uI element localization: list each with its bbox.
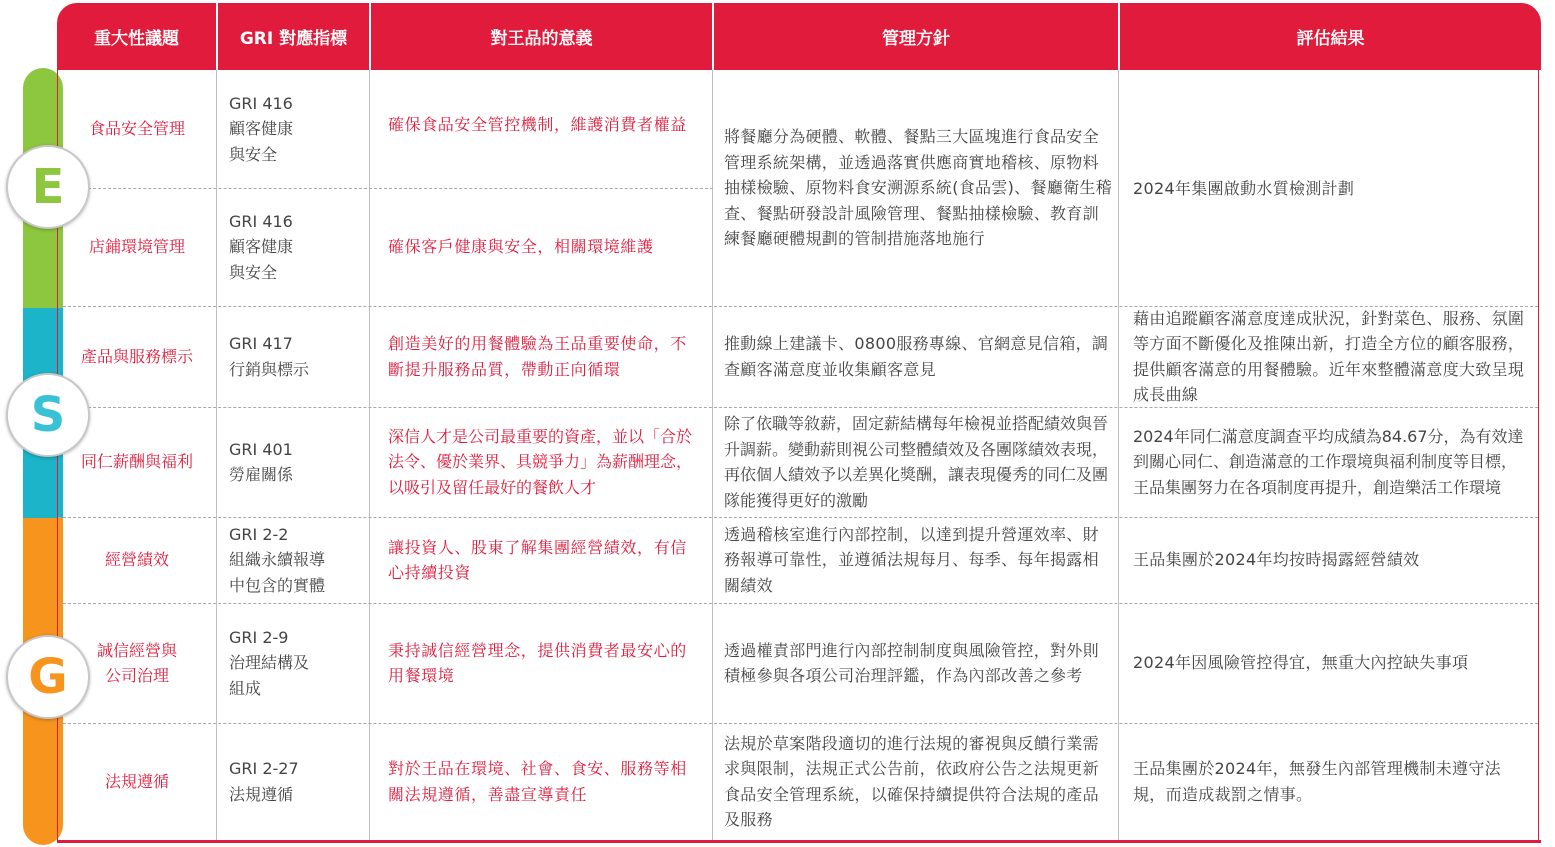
row-result: 2024年因風險管控得宜，無重大內控缺失事項 — [1133, 653, 1469, 673]
header-topic: 重大性議題 — [94, 29, 179, 49]
row-topic: 經營績效 — [104, 550, 169, 570]
row-policy: 透過權責部門進行內部控制制度與風險管控，對外則積極參與各項公司治理評鑑，作為內部改善之參考 — [724, 640, 1099, 685]
row-gri: GRI 2-9 治理結構及 組成 — [229, 627, 310, 698]
row-topic: 同仁薪酬與福利 — [80, 452, 193, 472]
row-policy: 推動線上建議卡、0800服務專線、官網意見信箱，調查顧客滿意度並收集顧客意見 — [724, 334, 1109, 379]
row-gri: GRI 2-27 法規遵循 — [229, 759, 299, 804]
row-meaning: 確保客戶健康與安全，相關環境維護 — [388, 237, 654, 257]
row-topic: 食品安全管理 — [88, 119, 185, 139]
row-policy: 透過稽核室進行內部控制，以達到提升營運效率、財務報導可靠性，並遵循法規每月、每季、每年揭露相關績效 — [724, 524, 1099, 595]
row-topic: 法規遵循 — [104, 771, 169, 791]
row-gri: GRI 417 行銷與標示 — [229, 334, 310, 379]
row-meaning: 秉持誠信經營理念，提供消費者最安心的用餐環境 — [388, 640, 687, 685]
row-result: 藉由追蹤顧客滿意度達成狀況，針對菜色、服務、氛圍等方面不斷優化及推陳出新，打造全方位的顧客服務，提供顧客滿意的用餐體驗。近年來整體滿意度大致呈現成長曲線 — [1133, 308, 1525, 404]
row-gri: GRI 2-2 組織永續報導 中包含的實體 — [229, 524, 326, 595]
row-meaning: 確保食品安全管控機制，維護消費者權益 — [388, 115, 687, 135]
table-bottom-border — [57, 840, 1541, 843]
header-policy: 管理方針 — [882, 29, 950, 49]
row-meaning: 創造美好的用餐體驗為王品重要使命，不斷提升服務品質，帶動正向循環 — [388, 334, 687, 379]
row-gri: GRI 416 顧客健康 與安全 — [229, 93, 294, 164]
row-topic: 誠信經營與 公司治理 — [96, 640, 177, 685]
column-divider — [712, 70, 713, 840]
row-gri: GRI 416 顧客健康 與安全 — [229, 211, 294, 282]
column-divider — [216, 70, 217, 840]
row-meaning: 對於王品在環境、社會、食安、服務等相關法規遵循，善盡宣導責任 — [388, 759, 687, 804]
row-topic: 店鋪環境管理 — [88, 237, 185, 257]
column-divider — [1118, 70, 1119, 840]
header-result: 評估結果 — [1296, 29, 1365, 49]
row-result: 2024年同仁滿意度調查平均成績為84.67分，為有效達到關心同仁、創造滿意的工作環境與福利制度等目標，王品集團努力在各項制度再提升，創造樂活工作環境 — [1133, 426, 1524, 497]
letter-s-icon: S — [30, 387, 66, 443]
row-meaning: 讓投資人、股東了解集團經營績效，有信心持續投資 — [388, 537, 687, 582]
row-gri: GRI 401 勞雇關係 — [229, 439, 294, 484]
merged-policy: 將餐廳分為硬體、軟體、餐點三大區塊進行食品安全管理系統架構，並透過落實供應商實地稽核、原物料抽樣檢驗、原物料食安溯源系統(食品雲)、餐廳衛生稽查、餐點研發設計風險管理、餐點抽樣檢驗、教育訓練餐廳硬體規劃的管制措施落地施行 — [724, 127, 1112, 249]
row-result: 王品集團於2024年均按時揭露經營績效 — [1133, 550, 1420, 570]
header-meaning: 對王品的意義 — [490, 29, 593, 49]
merged-result: 2024年集團啟動水質檢測計劃 — [1133, 178, 1355, 198]
letter-e-icon: E — [31, 159, 65, 215]
row-policy: 除了依職等敘薪，固定薪結構每年檢視並搭配績效與晉升調薪。變動薪則視公司整體績效及各團隊績效表現，再依個人績效予以差異化獎酬，讓表現優秀的同仁及團隊能獲得更好的激勵 — [724, 414, 1109, 510]
letter-g-icon: G — [28, 649, 68, 705]
row-policy: 法規於草案階段適切的進行法規的審視與反饋行業需求與限制，法規正式公告前，依政府公告之法規更新食品安全管理系統，以確保持續提供符合法規的產品及服務 — [724, 733, 1099, 829]
column-divider — [369, 70, 370, 840]
row-topic: 產品與服務標示 — [80, 346, 193, 366]
row-meaning: 深信人才是公司最重要的資產，並以「合於法令、優於業界、具競爭力」為薪酬理念，以吸引及留任最好的餐飲人才 — [388, 426, 693, 497]
header-gri: GRI 對應指標 — [239, 29, 348, 49]
row-result: 王品集團於2024年，無發生內部管理機制未遵守法規，而造成裁罰之情事。 — [1133, 759, 1501, 804]
